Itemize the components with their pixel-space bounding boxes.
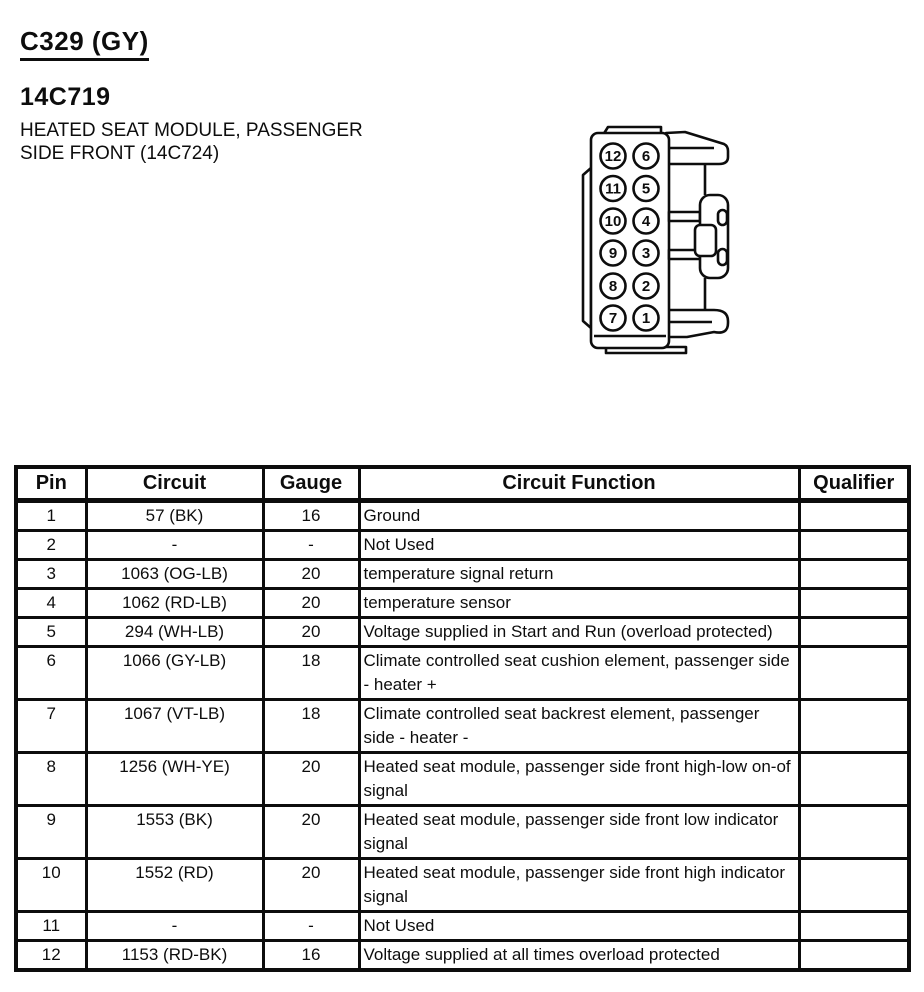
pin-number-6: 6 [641, 148, 651, 165]
pin-row-2 [16, 530, 909, 559]
cell-circuit-function: temperature sensor [359, 588, 799, 617]
pinout-table-header-row [16, 467, 909, 500]
column-header-qualifier: Qualifier [799, 467, 909, 500]
cell-gauge: - [263, 911, 359, 940]
cell-qualifier [799, 805, 909, 858]
pin-row-10 [16, 858, 909, 911]
cell-circuit-function: Heated seat module, passenger side front high indicator signal [359, 858, 799, 911]
cell-pin: 6 [16, 646, 86, 699]
cell-circuit-function: Heated seat module, passenger side front high-low on-of signal [359, 752, 799, 805]
cell-pin: 4 [16, 588, 86, 617]
pin-number-1: 1 [641, 310, 651, 327]
component-description [20, 119, 363, 165]
cell-circuit: 1153 (RD-BK) [86, 940, 263, 970]
pin-number-7: 7 [608, 310, 618, 327]
cell-qualifier [799, 858, 909, 911]
cell-pin: 3 [16, 559, 86, 588]
pin-number-4: 4 [641, 213, 651, 230]
cell-pin: 2 [16, 530, 86, 559]
pin-number-12: 12 [604, 148, 622, 165]
cell-pin: 7 [16, 699, 86, 752]
cell-gauge: 20 [263, 617, 359, 646]
cell-gauge: 20 [263, 858, 359, 911]
cell-circuit-function: Voltage supplied at all times overload protected [359, 940, 799, 970]
cell-pin: 1 [16, 500, 86, 530]
connector-diagram [576, 123, 750, 361]
pin-row-6 [16, 646, 909, 699]
cell-circuit: 1066 (GY-LB) [86, 646, 263, 699]
cell-qualifier [799, 646, 909, 699]
column-header-circuit-function: Circuit Function [359, 467, 799, 500]
cell-circuit: 294 (WH-LB) [86, 617, 263, 646]
cell-pin: 12 [16, 940, 86, 970]
cell-qualifier [799, 617, 909, 646]
cell-circuit: 1062 (RD-LB) [86, 588, 263, 617]
cell-gauge: 18 [263, 646, 359, 699]
pin-number-3: 3 [641, 245, 651, 262]
pin-row-1 [16, 500, 909, 530]
pin-row-5 [16, 617, 909, 646]
connector-latch-rail-upper [669, 212, 700, 221]
column-header-circuit: Circuit [86, 467, 263, 500]
cell-gauge: 20 [263, 752, 359, 805]
pin-number-9: 9 [608, 245, 618, 262]
cell-circuit: 1256 (WH-YE) [86, 752, 263, 805]
cell-circuit-function: Ground [359, 500, 799, 530]
cell-circuit: - [86, 911, 263, 940]
cell-pin: 8 [16, 752, 86, 805]
pin-number-8: 8 [608, 278, 618, 295]
cell-qualifier [799, 699, 909, 752]
pin-row-3 [16, 559, 909, 588]
cell-circuit-function: Climate controlled seat backrest element, passenger side - heater - [359, 699, 799, 752]
cell-qualifier [799, 588, 909, 617]
cell-gauge: 20 [263, 805, 359, 858]
cell-qualifier [799, 559, 909, 588]
pin-row-11 [16, 911, 909, 940]
cell-circuit: - [86, 530, 263, 559]
page-header [20, 26, 363, 165]
cell-circuit-function: temperature signal return [359, 559, 799, 588]
cell-gauge: 16 [263, 940, 359, 970]
column-header-gauge: Gauge [263, 467, 359, 500]
pin-row-8 [16, 752, 909, 805]
pin-number-5: 5 [641, 180, 651, 198]
cell-circuit: 1552 (RD) [86, 858, 263, 911]
cell-circuit: 1553 (BK) [86, 805, 263, 858]
cell-gauge: 20 [263, 588, 359, 617]
cell-qualifier [799, 530, 909, 559]
connector-id-title: C329 (GY) [20, 26, 149, 61]
cell-gauge: - [263, 530, 359, 559]
cell-circuit: 57 (BK) [86, 500, 263, 530]
cell-gauge: 18 [263, 699, 359, 752]
cell-circuit: 1067 (VT-LB) [86, 699, 263, 752]
cell-pin: 10 [16, 858, 86, 911]
column-header-pin: Pin [16, 467, 86, 500]
cell-qualifier [799, 911, 909, 940]
cell-circuit-function: Not Used [359, 911, 799, 940]
component-description-line2: SIDE FRONT (14C724) [20, 143, 220, 164]
pin-row-7 [16, 699, 909, 752]
cell-pin: 5 [16, 617, 86, 646]
cell-qualifier [799, 752, 909, 805]
cell-pin: 9 [16, 805, 86, 858]
pin-number-10: 10 [604, 213, 622, 230]
pin-row-9 [16, 805, 909, 858]
component-description-line1: HEATED SEAT MODULE, PASSENGER [20, 120, 363, 141]
cell-circuit: 1063 (OG-LB) [86, 559, 263, 588]
pin-number-11: 11 [605, 180, 621, 198]
pin-row-4 [16, 588, 909, 617]
cell-gauge: 20 [263, 559, 359, 588]
cell-qualifier [799, 500, 909, 530]
connector-latch-slot [695, 225, 716, 256]
connector-latch-bottom-arm [666, 310, 728, 337]
pinout-table [14, 465, 911, 972]
part-number: 14C719 [20, 83, 111, 111]
cell-qualifier [799, 940, 909, 970]
cell-gauge: 16 [263, 500, 359, 530]
cell-pin: 11 [16, 911, 86, 940]
cell-circuit-function: Heated seat module, passenger side front low indicator signal [359, 805, 799, 858]
cell-circuit-function: Not Used [359, 530, 799, 559]
cell-circuit-function: Voltage supplied in Start and Run (overload protected) [359, 617, 799, 646]
pin-number-2: 2 [641, 278, 651, 295]
cell-circuit-function: Climate controlled seat cushion element, passenger side - heater + [359, 646, 799, 699]
pin-row-12 [16, 940, 909, 970]
